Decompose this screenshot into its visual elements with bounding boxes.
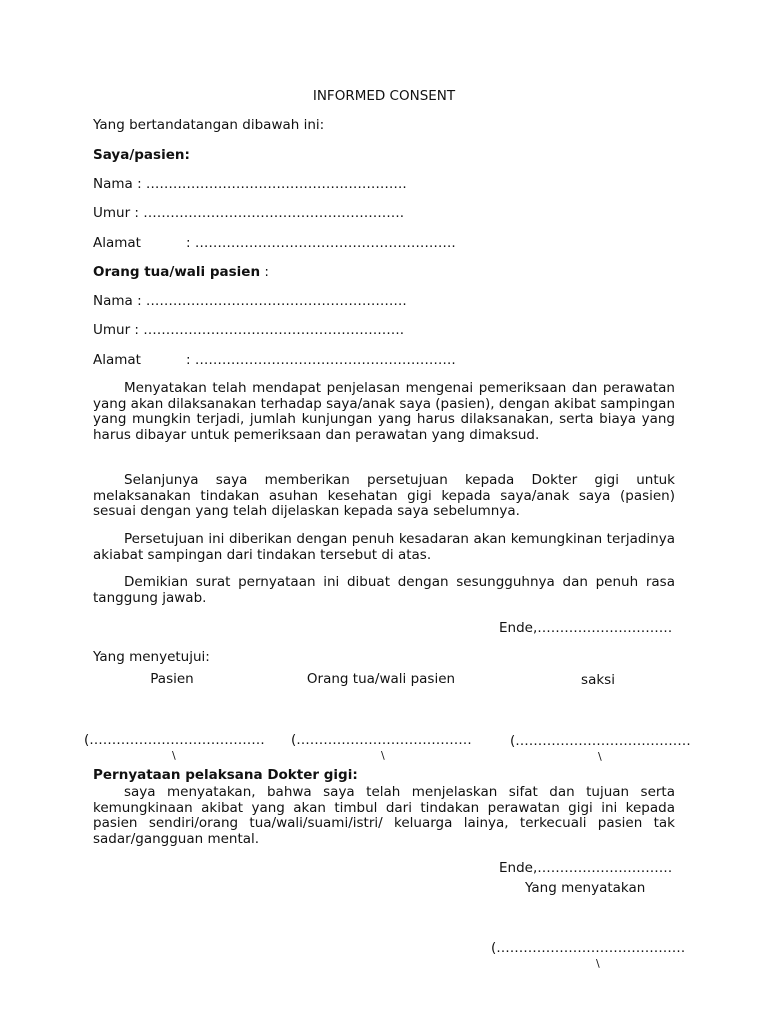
signature-line-guardian: (…………………………………	[291, 732, 472, 748]
signature-close-witness: \	[598, 750, 602, 763]
agree-label: Yang menyetujui:	[93, 649, 210, 665]
signature-line-patient: (…………………………………	[84, 732, 265, 748]
patient-address-field: : ………………………………………………….	[186, 235, 456, 251]
signature-close-declarer: \	[596, 957, 600, 970]
declarer-label: Yang menyatakan	[525, 880, 646, 896]
signer-patient-label: Pasien	[150, 671, 194, 687]
guardian-age-field: Umur : ………………………………………………….	[93, 322, 405, 338]
guardian-address-label: Alamat	[93, 352, 141, 368]
signer-witness-label: saksi	[581, 672, 615, 688]
signature-line-declarer: (……………………………………	[491, 940, 686, 956]
document-title: INFORMED CONSENT	[312, 88, 456, 104]
signer-guardian-label: Orang tua/wali pasien	[306, 671, 456, 687]
statement-paragraph-3: Persetujuan ini diberikan dengan penuh kesadaran akan kemungkinan terjadinya akiabat sampingan dari tindakan tersebut di atas.	[93, 531, 675, 563]
doctor-heading: Pernyataan pelaksana Dokter gigi:	[93, 767, 358, 783]
patient-age-field: Umur : ………………………………………………….	[93, 205, 405, 221]
doctor-statement-paragraph: saya menyatakan, bahwa saya telah menjelaskan sifat dan tujuan serta kemungkinaan akibat yang akan timbul dari tindakan perawatan gigi ini kepada pasien sendiri/orang tua/wali/suami/istri/ keluarga lainya, terkecuali pasien tak sadar/gangguan mental.	[93, 784, 675, 847]
statement-paragraph-2: Selanjunya saya memberikan persetujuan kepada Dokter gigi untuk melaksanakan tindakan asuhan kesehatan gigi kepada saya/anak saya (pasien) sesuai dengan yang telah dijelaskan kepada saya sebelumnya.	[93, 472, 675, 520]
signature-close-guardian: \	[381, 749, 385, 762]
patient-name-field: Nama : ………………………………………………….	[93, 176, 407, 192]
statement-paragraph-4: Demikian surat pernyataan ini dibuat dengan sesungguhnya dan penuh rasa tanggung jawab.	[93, 574, 675, 606]
place-date-2: Ende,…………………………	[499, 860, 673, 876]
guardian-address-field: : ………………………………………………….	[186, 352, 456, 368]
signature-close-patient: \	[172, 749, 176, 762]
intro-text: Yang bertandatangan dibawah ini:	[93, 117, 325, 133]
guardian-heading: Orang tua/wali pasien	[93, 264, 261, 280]
guardian-heading-colon: :	[264, 264, 269, 280]
statement-paragraph-1: Menyatakan telah mendapat penjelasan mengenai pemeriksaan dan perawatan yang akan dilaksanakan terhadap saya/anak saya (pasien), dengan akibat sampingan yang mungkin terjadi, jumlah kunjungan yang harus dilaksanakan, serta biaya yang harus dibayar untuk pemeriksaan dan perawatan yang dimaksud.	[93, 380, 676, 443]
patient-heading: Saya/pasien:	[93, 147, 190, 163]
patient-address-label: Alamat	[93, 235, 141, 251]
guardian-heading-line	[93, 264, 269, 280]
place-date-1: Ende,…………………………	[499, 620, 673, 636]
guardian-name-field: Nama : ………………………………………………….	[93, 293, 407, 309]
signature-line-witness: (…………………………………	[510, 733, 691, 749]
